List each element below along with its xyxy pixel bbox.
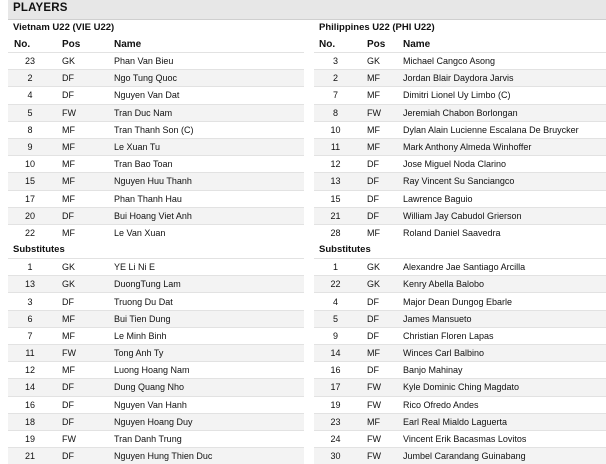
- player-number: 6: [8, 310, 58, 327]
- player-position: FW: [363, 430, 399, 447]
- player-number: 1: [8, 259, 58, 276]
- player-name: Tran Bao Toan: [110, 156, 304, 173]
- player-row: [314, 362, 606, 379]
- player-name: Kenry Abella Balobo: [399, 276, 606, 293]
- team-philippines: [314, 20, 606, 464]
- player-name: Dimitri Lionel Uy Limbo (C): [399, 87, 606, 104]
- player-row: [314, 104, 606, 121]
- player-number: 8: [8, 121, 58, 138]
- player-name: Christian Floren Lapas: [399, 327, 606, 344]
- player-row: [314, 87, 606, 104]
- player-number: 15: [314, 190, 363, 207]
- player-position: DF: [363, 156, 399, 173]
- player-name: Le Van Xuan: [110, 224, 304, 241]
- player-position: MF: [58, 327, 110, 344]
- player-row: [8, 293, 304, 310]
- player-row: [8, 413, 304, 430]
- player-position: GK: [58, 276, 110, 293]
- player-name: Bui Tien Dung: [110, 310, 304, 327]
- player-row: [8, 53, 304, 70]
- player-position: DF: [363, 327, 399, 344]
- player-row: [8, 362, 304, 379]
- player-row: [8, 327, 304, 344]
- substitutes-label: Substitutes: [13, 244, 65, 256]
- player-position: MF: [58, 362, 110, 379]
- player-position: MF: [363, 70, 399, 87]
- player-row: [314, 207, 606, 224]
- player-name: Jordan Blair Daydora Jarvis: [399, 70, 606, 87]
- player-position: FW: [58, 430, 110, 447]
- player-position: GK: [363, 53, 399, 70]
- player-name: Phan Van Bieu: [110, 53, 304, 70]
- player-row: [314, 138, 606, 155]
- player-row: [314, 156, 606, 173]
- player-position: MF: [363, 138, 399, 155]
- player-name: Mark Anthony Almeda Winhoffer: [399, 138, 606, 155]
- player-row: [314, 327, 606, 344]
- player-position: DF: [58, 379, 110, 396]
- player-row: [314, 224, 606, 241]
- player-position: FW: [58, 345, 110, 362]
- player-number: 13: [314, 173, 363, 190]
- player-name: Tong Anh Ty: [110, 345, 304, 362]
- player-row: [8, 207, 304, 224]
- player-name: Banjo Mahinay: [399, 362, 606, 379]
- player-number: 28: [314, 224, 363, 241]
- player-name: Dylan Alain Lucienne Escalana De Bruycker: [399, 121, 606, 138]
- player-number: 14: [8, 379, 58, 396]
- player-row: [314, 448, 606, 464]
- player-number: 5: [314, 310, 363, 327]
- player-position: DF: [58, 413, 110, 430]
- player-position: MF: [363, 345, 399, 362]
- player-position: DF: [363, 190, 399, 207]
- player-name: Phan Thanh Hau: [110, 190, 304, 207]
- player-row: [314, 345, 606, 362]
- player-name: Jose Miguel Noda Clarino: [399, 156, 606, 173]
- player-number: 4: [8, 87, 58, 104]
- player-name: James Mansueto: [399, 310, 606, 327]
- player-number: 3: [314, 53, 363, 70]
- player-position: DF: [363, 207, 399, 224]
- player-number: 20: [8, 207, 58, 224]
- player-number: 17: [314, 379, 363, 396]
- player-row: [314, 310, 606, 327]
- player-position: FW: [363, 379, 399, 396]
- players-title: PLAYERS: [13, 2, 68, 14]
- player-row: [8, 345, 304, 362]
- player-row: [8, 259, 304, 276]
- player-name: Major Dean Dungog Ebarle: [399, 293, 606, 310]
- player-name: Ngo Tung Quoc: [110, 70, 304, 87]
- player-name: Alexandre Jae Santiago Arcilla: [399, 259, 606, 276]
- player-number: 18: [8, 413, 58, 430]
- player-name: Vincent Erik Bacasmas Lovitos: [399, 430, 606, 447]
- player-name: Lawrence Baguio: [399, 190, 606, 207]
- player-name: Tran Duc Nam: [110, 104, 304, 121]
- player-name: Roland Daniel Saavedra: [399, 224, 606, 241]
- player-row: [314, 190, 606, 207]
- player-number: 5: [8, 104, 58, 121]
- team-title: Vietnam U22 (VIE U22): [13, 22, 115, 33]
- player-position: GK: [363, 259, 399, 276]
- player-position: DF: [363, 173, 399, 190]
- player-name: Kyle Dominic Ching Magdato: [399, 379, 606, 396]
- player-name: Tran Thanh Son (C): [110, 121, 304, 138]
- player-number: 9: [314, 327, 363, 344]
- player-name: Nguyen Hung Thien Duc: [110, 448, 304, 464]
- player-row: [314, 259, 606, 276]
- player-position: FW: [58, 104, 110, 121]
- player-name: Jeremiah Chabon Borlongan: [399, 104, 606, 121]
- team-title: Philippines U22 (PHI U22): [319, 22, 435, 33]
- player-row: [8, 276, 304, 293]
- player-position: DF: [363, 310, 399, 327]
- player-number: 19: [314, 396, 363, 413]
- col-pos-header: Pos: [62, 38, 81, 50]
- player-position: MF: [58, 138, 110, 155]
- col-pos-header: Pos: [367, 38, 386, 50]
- player-name: Truong Du Dat: [110, 293, 304, 310]
- player-name: Le Xuan Tu: [110, 138, 304, 155]
- player-position: MF: [58, 224, 110, 241]
- player-number: 10: [8, 156, 58, 173]
- player-name: William Jay Cabudol Grierson: [399, 207, 606, 224]
- player-name: Nguyen Van Dat: [110, 87, 304, 104]
- player-number: 8: [314, 104, 363, 121]
- player-name: Nguyen Huu Thanh: [110, 173, 304, 190]
- player-position: DF: [363, 362, 399, 379]
- player-position: GK: [58, 53, 110, 70]
- player-position: GK: [58, 259, 110, 276]
- player-position: DF: [58, 396, 110, 413]
- player-row: [8, 173, 304, 190]
- player-number: 7: [8, 327, 58, 344]
- player-name: Rico Ofredo Andes: [399, 396, 606, 413]
- player-row: [8, 87, 304, 104]
- player-row: [8, 190, 304, 207]
- player-number: 22: [314, 276, 363, 293]
- player-number: 7: [314, 87, 363, 104]
- player-position: FW: [363, 448, 399, 464]
- substitutes-label: Substitutes: [319, 244, 371, 256]
- player-number: 10: [314, 121, 363, 138]
- player-name: Luong Hoang Nam: [110, 362, 304, 379]
- player-number: 19: [8, 430, 58, 447]
- player-name: Tran Danh Trung: [110, 430, 304, 447]
- player-number: 2: [8, 70, 58, 87]
- player-row: [8, 224, 304, 241]
- player-row: [314, 121, 606, 138]
- player-name: Dung Quang Nho: [110, 379, 304, 396]
- player-number: 13: [8, 276, 58, 293]
- player-position: MF: [58, 156, 110, 173]
- player-number: 11: [8, 345, 58, 362]
- player-row: [314, 413, 606, 430]
- player-row: [314, 379, 606, 396]
- player-name: DuongTung Lam: [110, 276, 304, 293]
- player-position: MF: [58, 310, 110, 327]
- player-name: Nguyen Hoang Duy: [110, 413, 304, 430]
- player-name: Ray Vincent Su Sanciangco: [399, 173, 606, 190]
- player-position: FW: [363, 104, 399, 121]
- player-row: [8, 104, 304, 121]
- player-name: Winces Carl Balbino: [399, 345, 606, 362]
- player-row: [8, 430, 304, 447]
- player-row: [314, 293, 606, 310]
- player-row: [314, 276, 606, 293]
- player-row: [8, 70, 304, 87]
- col-name-header: Name: [403, 38, 431, 50]
- player-position: DF: [58, 87, 110, 104]
- player-position: DF: [58, 293, 110, 310]
- player-position: MF: [363, 413, 399, 430]
- player-name: Le Minh Binh: [110, 327, 304, 344]
- player-number: 16: [314, 362, 363, 379]
- player-position: MF: [58, 190, 110, 207]
- player-name: Nguyen Van Hanh: [110, 396, 304, 413]
- player-position: GK: [363, 276, 399, 293]
- player-row: [8, 138, 304, 155]
- player-number: 1: [314, 259, 363, 276]
- player-position: MF: [58, 173, 110, 190]
- lineup-table: [8, 36, 304, 464]
- player-position: MF: [363, 121, 399, 138]
- player-number: 17: [8, 190, 58, 207]
- player-name: YE Li Ni E: [110, 259, 304, 276]
- player-number: 11: [314, 138, 363, 155]
- col-no-header: No.: [14, 38, 31, 50]
- player-number: 30: [314, 448, 363, 464]
- player-row: [8, 396, 304, 413]
- player-number: 16: [8, 396, 58, 413]
- player-name: Michael Cangco Asong: [399, 53, 606, 70]
- players-header: [8, 0, 606, 20]
- player-row: [8, 448, 304, 464]
- player-number: 3: [8, 293, 58, 310]
- player-number: 12: [314, 156, 363, 173]
- col-no-header: No.: [319, 38, 336, 50]
- player-position: FW: [363, 396, 399, 413]
- player-row: [314, 173, 606, 190]
- player-number: 21: [314, 207, 363, 224]
- player-row: [314, 53, 606, 70]
- player-position: DF: [58, 70, 110, 87]
- player-position: MF: [363, 224, 399, 241]
- player-row: [8, 310, 304, 327]
- player-number: 23: [314, 413, 363, 430]
- player-number: 2: [314, 70, 363, 87]
- player-number: 21: [8, 448, 58, 464]
- player-position: MF: [58, 121, 110, 138]
- player-row: [314, 396, 606, 413]
- col-name-header: Name: [114, 38, 142, 50]
- lineup-table: [314, 36, 606, 464]
- player-row: [8, 156, 304, 173]
- player-number: 9: [8, 138, 58, 155]
- player-number: 22: [8, 224, 58, 241]
- player-name: Bui Hoang Viet Anh: [110, 207, 304, 224]
- player-row: [8, 379, 304, 396]
- player-name: Earl Real Mialdo Laguerta: [399, 413, 606, 430]
- player-row: [314, 430, 606, 447]
- player-number: 12: [8, 362, 58, 379]
- player-position: DF: [58, 448, 110, 464]
- player-number: 15: [8, 173, 58, 190]
- player-number: 4: [314, 293, 363, 310]
- player-number: 14: [314, 345, 363, 362]
- team-vietnam: [8, 20, 304, 464]
- player-number: 23: [8, 53, 58, 70]
- player-number: 24: [314, 430, 363, 447]
- player-position: MF: [363, 87, 399, 104]
- player-row: [314, 70, 606, 87]
- player-row: [8, 121, 304, 138]
- player-position: DF: [363, 293, 399, 310]
- player-name: Jumbel Carandang Guinabang: [399, 448, 606, 464]
- player-position: DF: [58, 207, 110, 224]
